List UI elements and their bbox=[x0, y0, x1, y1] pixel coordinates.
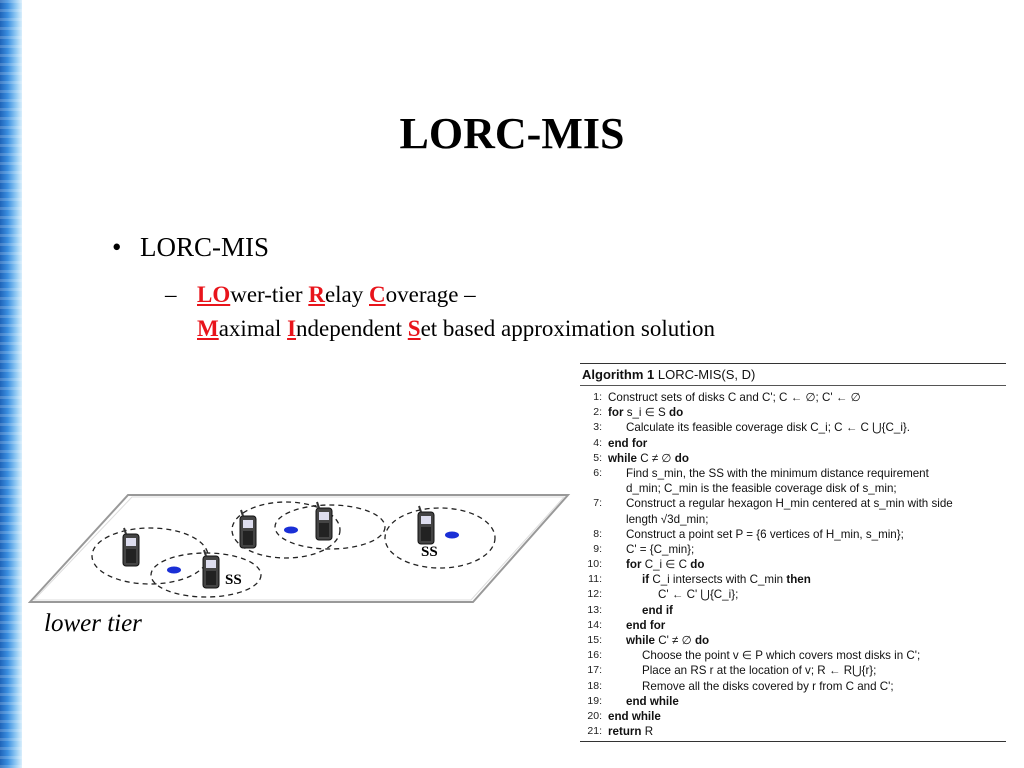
algorithm-line bbox=[580, 390, 1006, 405]
line-text: Place an RS r at the location of v; R ← R⋃{r}; bbox=[642, 664, 877, 678]
phone-icon bbox=[418, 506, 434, 544]
line-number: 8: bbox=[593, 527, 602, 540]
algorithm-box bbox=[580, 363, 1006, 743]
line-text: Choose the point v ∈ P which covers most disks in C'; bbox=[642, 649, 921, 663]
line-text: Remove all the disks covered by r from C and C'; bbox=[642, 679, 894, 693]
algorithm-line bbox=[580, 709, 1006, 724]
line-number: 3: bbox=[593, 421, 602, 434]
algorithm-line bbox=[580, 405, 1006, 420]
line-text: C' = {C_min}; bbox=[626, 542, 695, 556]
acronym-line-2 bbox=[197, 312, 715, 346]
line-number: 19: bbox=[587, 694, 602, 707]
line-number: 2: bbox=[593, 406, 602, 419]
acronym-text: wer-tier bbox=[230, 282, 309, 307]
line-text: end if bbox=[642, 603, 673, 617]
acronym-text: elay bbox=[324, 282, 369, 307]
line-text: Find s_min, the SS with the minimum distance requirement bbox=[626, 466, 929, 480]
line-number: 5: bbox=[593, 451, 602, 464]
tier-plane bbox=[30, 495, 568, 602]
algorithm-line bbox=[580, 663, 1006, 678]
algorithm-label: Algorithm 1 bbox=[582, 367, 655, 382]
line-text: length √3d_min; bbox=[626, 512, 709, 526]
algorithm-line bbox=[580, 603, 1006, 618]
algorithm-line bbox=[580, 694, 1006, 709]
algorithm-line bbox=[580, 679, 1006, 694]
line-number: 17: bbox=[587, 664, 602, 677]
acronym-text: aximal bbox=[218, 316, 288, 341]
acronym-text: ndependent bbox=[296, 316, 408, 341]
algorithm-line bbox=[580, 557, 1006, 572]
algorithm-line bbox=[580, 618, 1006, 633]
sub-bullet bbox=[165, 278, 715, 346]
algorithm-line bbox=[580, 436, 1006, 451]
line-number: 13: bbox=[587, 603, 602, 616]
phone-icon bbox=[240, 510, 256, 548]
line-number: 14: bbox=[587, 618, 602, 631]
algorithm-line bbox=[580, 724, 1006, 739]
line-text: for C_i ∈ C do bbox=[626, 558, 705, 572]
line-text: end while bbox=[626, 694, 679, 708]
line-text: end for bbox=[608, 436, 648, 450]
phone-icon bbox=[123, 528, 139, 566]
bullet-text: LORC-MIS bbox=[140, 232, 270, 262]
algorithm-name: LORC-MIS(S, D) bbox=[657, 367, 756, 382]
algorithm-line bbox=[580, 542, 1006, 557]
line-text: for s_i ∈ S do bbox=[608, 406, 684, 420]
slide-title: LORC-MIS bbox=[399, 109, 625, 158]
lower-tier-diagram bbox=[28, 490, 578, 610]
acronym-line-1 bbox=[197, 278, 715, 312]
phone-icon bbox=[316, 502, 332, 540]
line-number: 10: bbox=[587, 558, 602, 571]
rule-mid bbox=[580, 385, 1006, 386]
algorithm-line bbox=[580, 420, 1006, 435]
line-number: 1: bbox=[593, 391, 602, 403]
line-text: Construct a point set P = {6 vertices of H_min, s_min}; bbox=[626, 527, 904, 541]
acronym-letter: C bbox=[369, 282, 386, 307]
line-text: C' ← C' ⋃{C_i}; bbox=[658, 588, 739, 602]
line-text: while C ≠ ∅ do bbox=[608, 451, 689, 465]
acronym-text: et based approximation solution bbox=[420, 316, 716, 341]
algorithm-line bbox=[580, 451, 1006, 466]
line-number: 16: bbox=[587, 649, 602, 662]
line-number: 9: bbox=[593, 542, 602, 555]
algorithm-line bbox=[580, 633, 1006, 648]
algorithm-line bbox=[580, 512, 1006, 527]
line-number: 21: bbox=[587, 725, 602, 738]
phone-icon bbox=[203, 550, 219, 588]
line-text: d_min; C_min is the feasible coverage disk of s_min; bbox=[626, 482, 897, 496]
ss-label: SS bbox=[421, 544, 438, 560]
rule-top bbox=[580, 363, 1006, 364]
acronym-letter: I bbox=[287, 316, 297, 341]
algorithm-line bbox=[580, 572, 1006, 587]
acronym-letter: S bbox=[407, 316, 421, 341]
line-text: end for bbox=[626, 618, 666, 632]
ss-label: SS bbox=[225, 572, 242, 588]
line-number: 18: bbox=[587, 679, 602, 692]
relay-station-dot bbox=[445, 532, 459, 539]
line-number: 4: bbox=[593, 436, 602, 449]
algorithm-header bbox=[582, 367, 755, 382]
algorithm-line bbox=[580, 648, 1006, 663]
line-text: while C' ≠ ∅ do bbox=[626, 634, 710, 647]
line-number: 6: bbox=[593, 466, 602, 479]
line-text: Calculate its feasible coverage disk C_i; C ← C ⋃{C_i}. bbox=[626, 421, 911, 435]
bullet-marker: • bbox=[112, 232, 122, 262]
line-text: if C_i intersects with C_min then bbox=[642, 573, 811, 587]
algorithm-lines bbox=[580, 390, 1006, 739]
bullet-item bbox=[112, 232, 269, 263]
algorithm-line bbox=[580, 587, 1006, 602]
acronym-letter: LO bbox=[197, 282, 231, 307]
algorithm-line bbox=[580, 496, 1006, 511]
relay-station-dot bbox=[167, 567, 181, 574]
line-text: return R bbox=[608, 725, 654, 739]
algorithm-line bbox=[580, 466, 1006, 481]
line-number: 7: bbox=[593, 497, 602, 510]
diagram-caption: lower tier bbox=[44, 610, 142, 637]
rule-bottom bbox=[580, 741, 1006, 742]
line-number: 20: bbox=[587, 709, 602, 722]
sub-bullet-dash: – bbox=[165, 282, 177, 307]
algorithm-line bbox=[580, 481, 1006, 496]
line-number: 15: bbox=[587, 634, 602, 646]
line-text: end while bbox=[608, 709, 661, 723]
relay-station-dot bbox=[284, 527, 298, 534]
acronym-text: overage – bbox=[385, 282, 476, 307]
line-text: Construct sets of disks C and C'; C ← ∅; C' ← ∅ bbox=[608, 391, 861, 404]
acronym-letter: R bbox=[308, 282, 325, 307]
line-number: 11: bbox=[588, 573, 602, 586]
algorithm-line bbox=[580, 527, 1006, 542]
acronym-letter: M bbox=[197, 316, 219, 341]
line-number: 12: bbox=[587, 588, 602, 601]
line-text: Construct a regular hexagon H_min centered at s_min with side bbox=[626, 497, 953, 511]
